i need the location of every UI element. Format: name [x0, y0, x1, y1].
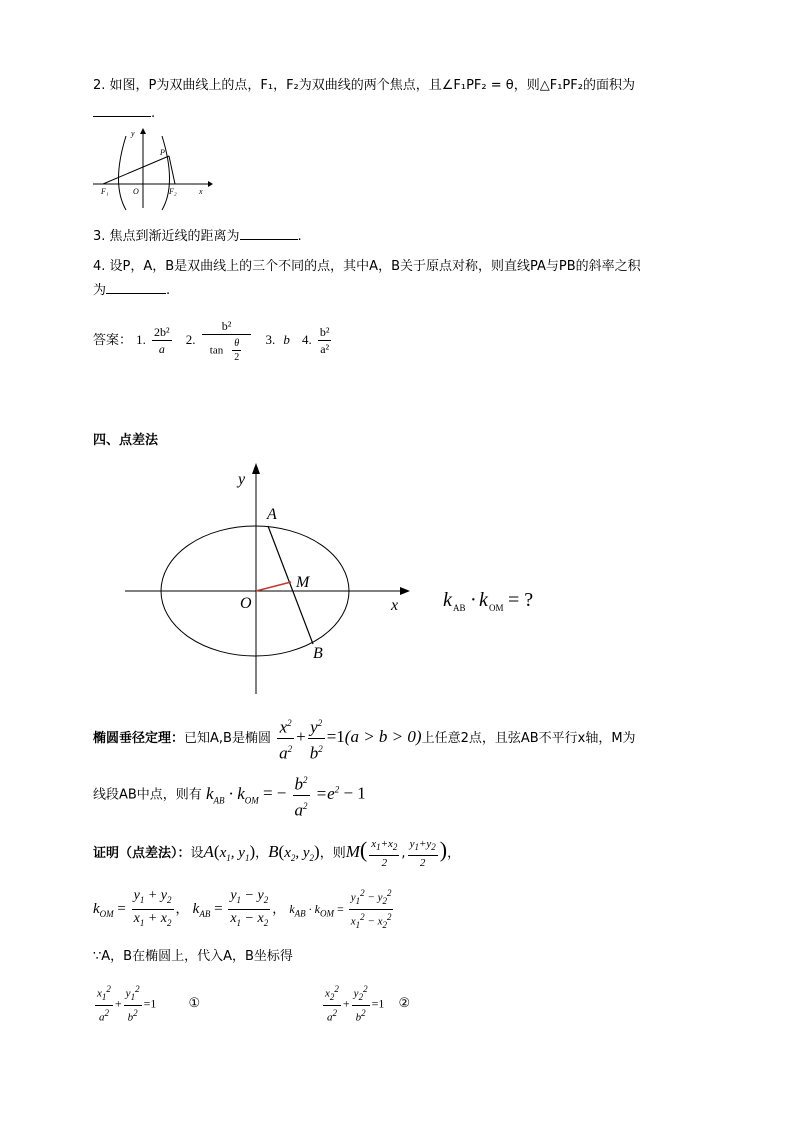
origin-label: O — [240, 595, 252, 612]
hyperbola-figure — [93, 126, 213, 212]
f2-label: F₂ — [169, 187, 177, 196]
question-2-line2: . — [93, 104, 155, 123]
y-label: y — [238, 471, 246, 488]
proof-equation-1: $\frac{x_1^2}{a^2}$ + $\frac{y_1^2}{b^2}$ =1 ① — [97, 984, 201, 1024]
svg-text:k: k — [479, 589, 488, 611]
ellipse-figure — [120, 460, 540, 696]
left-branch — [119, 136, 127, 210]
ellipse-condition: (a > b > 0) — [344, 727, 422, 746]
kab-fraction: $\frac{y_1 - y_2}{x_1 - x_2}$ — [228, 887, 270, 932]
point-a-label: A — [267, 506, 277, 523]
segment-om — [256, 582, 291, 591]
proof-title: 证明（点差法）： — [93, 846, 191, 861]
answer-1-fraction: $\frac{\text{2b²}}{a}$ — [154, 325, 170, 356]
proof-line2: $k_{OM}$ = $\frac{y_1 + y_2}{x_1 + x_2}$ ， $k_{AB}$ = $\frac{y_1 - y_2}{x_1 - x_2}$ ， $k_{AB} \cdot k_{OM}$ = $\frac{y_1^2 - y_2^2}{x_1^2 - x_2^2}$ — [93, 886, 395, 930]
theorem-title: 椭圆垂径定理： — [93, 731, 185, 746]
x-label: x — [391, 597, 399, 614]
ellipse-eq-x: $\frac{x^2}{a^2}$ — [279, 718, 293, 763]
point-b-label: B — [313, 645, 323, 662]
answer-blank — [240, 227, 298, 240]
proof-equation-2: $\frac{x_2^2}{a^2}$ + $\frac{y_2^2}{b^2}$ =1 ② — [325, 984, 411, 1024]
answer-blank — [106, 281, 166, 294]
theorem-line1: 椭圆垂径定理：已知A,B是椭圆 $\frac{x^2}{a^2}$ + $\frac{y^2}{b^2}$ =1(a > b > 0)上任意2点，且弦AB不平行x轴，M为 — [93, 712, 636, 762]
question-4-line1: 4. 设P，A，B是双曲线上的三个不同的点，其中A，B关于原点对称，则直线PA与PB的斜率之积 — [93, 259, 641, 274]
x-axis-arrow — [208, 181, 213, 187]
equation-2-marker: ② — [398, 995, 411, 1011]
x-label: x — [199, 187, 203, 196]
y-axis-arrow — [252, 463, 260, 474]
p-label: P — [160, 148, 165, 157]
answers-row: 答案： 1. $\frac{\text{2b²}}{a}$ 2. b² tan $\frac{\theta}{2}$ 3. b 4. $\frac{\text{b²}}{\text{a²}}$ — [93, 318, 330, 363]
question-3: 3. 焦点到渐近线的距离为 . — [93, 229, 302, 244]
product-fraction: $\frac{y_1^2 - y_2^2}{x_1^2 - x_2^2}$ — [349, 886, 394, 933]
svg-text:AB: AB — [453, 603, 466, 613]
y-axis-arrow — [140, 128, 146, 134]
section-4-heading: 四、点差法 — [93, 433, 159, 448]
answer-2-fraction: b² tan $\frac{\theta}{2}$ — [202, 318, 252, 364]
theorem-line2: 线段AB中点，则有 $k_{AB} \cdot k_{OM}$ = − $\frac{b^2}{a^2}$ $=e^2 - 1$ — [93, 769, 366, 809]
svg-text:·: · — [470, 589, 477, 611]
kom-fraction: $\frac{y_1 + y_2}{x_1 + x_2}$ — [132, 887, 174, 932]
point-m-label: M — [296, 574, 310, 591]
slope-product-formula — [443, 589, 533, 613]
y-label: y — [131, 129, 135, 138]
theorem-result-fraction: $\frac{b^2}{a^2}$ — [294, 774, 308, 820]
answer-4-fraction: $\frac{\text{b²}}{\text{a²}}$ — [319, 325, 330, 356]
x-axis-arrow — [400, 587, 410, 595]
svg-text:k: k — [443, 589, 452, 611]
svg-text:= ?: = ? — [508, 589, 534, 611]
proof-because: ∵A，B在椭圆上，代入A，B坐标得 — [93, 949, 293, 964]
question-4-line2: 为 . — [93, 283, 171, 298]
f1-label: F₁ — [101, 187, 109, 196]
equation-1-marker: ① — [188, 995, 201, 1011]
answers-label: 答案： — [93, 333, 133, 348]
proof-line1: 证明（点差法）：设$A(x_1$, $y_1$)，$B(x_2$, $y_2$)，则M( $\frac{x_1+x_2}{2}$ , $\frac{y_1+y_2}{2}$ )， — [93, 837, 461, 869]
origin-label: O — [133, 187, 139, 196]
answer-blank — [93, 104, 151, 117]
segment-f1p — [103, 156, 169, 184]
ellipse-eq-y: $\frac{y^2}{b^2}$ — [309, 718, 323, 763]
question-2-line1: 2. 如图，P为双曲线上的点，F₁，F₂为双曲线的两个焦点，且∠F₁PF₂ = θ，则△F₁PF₂的面积为 — [93, 78, 635, 93]
svg-text:OM: OM — [489, 603, 504, 613]
